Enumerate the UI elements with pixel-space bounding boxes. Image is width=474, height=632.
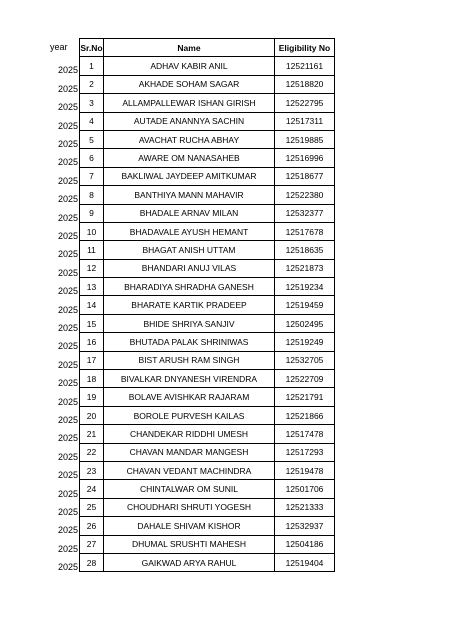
- year-cell: 2025: [57, 341, 78, 352]
- table-row: [80, 406, 335, 424]
- eligibility-cell: 12522795: [275, 94, 335, 112]
- name-cell: DHUMAL SRUSHTI MAHESH: [104, 535, 275, 553]
- table-row: [80, 278, 335, 296]
- eligibility-cell: 12518820: [275, 75, 335, 93]
- year-cell: 2025: [57, 267, 78, 278]
- srno-cell: 15: [80, 314, 104, 332]
- eligibility-cell: 12504186: [275, 535, 335, 553]
- table-row: [80, 222, 335, 240]
- table-row: [80, 57, 335, 75]
- srno-cell: 26: [80, 517, 104, 535]
- table-header-row: [80, 39, 335, 57]
- srno-cell: 7: [80, 167, 104, 185]
- table-row: [80, 75, 335, 93]
- srno-cell: 21: [80, 425, 104, 443]
- year-cell: 2025: [57, 507, 78, 517]
- name-cell: BOROLE PURVESH KAILAS: [104, 406, 275, 424]
- eligibility-cell: 12521873: [275, 259, 335, 277]
- srno-cell: 17: [80, 351, 104, 369]
- table-row: [80, 167, 335, 185]
- srno-cell: 23: [80, 461, 104, 479]
- year-cell: 2025: [57, 562, 78, 573]
- name-cell: CHANDEKAR RIDDHI UMESH: [104, 425, 275, 443]
- srno-cell: 9: [80, 204, 104, 222]
- name-cell: BIST ARUSH RAM SINGH: [104, 351, 275, 369]
- srno-cell: 28: [80, 553, 104, 571]
- name-cell: BHADALE ARNAV MILAN: [104, 204, 275, 222]
- name-cell: BHIDE SHRIYA SANJIV: [104, 314, 275, 332]
- year-cell: 2025: [57, 304, 78, 315]
- eligibility-cell: 12517311: [275, 112, 335, 130]
- srno-cell: 16: [80, 333, 104, 351]
- year-cell: 2025: [57, 139, 78, 149]
- year-cell: 2025: [57, 83, 78, 94]
- year-cell: 2025: [57, 396, 78, 407]
- year-cell: 2025: [57, 102, 78, 113]
- eligibility-header: Eligibility No: [275, 39, 335, 57]
- name-cell: ADHAV KABIR ANIL: [104, 57, 275, 75]
- name-cell: BOLAVE AVISHKAR RAJARAM: [104, 388, 275, 406]
- table-row: [80, 443, 335, 461]
- name-header: Name: [104, 39, 275, 57]
- srno-cell: 2: [80, 75, 104, 93]
- eligibility-cell: 12532937: [275, 517, 335, 535]
- eligibility-cell: 12517478: [275, 425, 335, 443]
- eligibility-cell: 12519478: [275, 461, 335, 479]
- eligibility-cell: 12501706: [275, 480, 335, 498]
- srno-cell: 5: [80, 130, 104, 148]
- year-cell: 2025: [57, 231, 78, 241]
- table-row: [80, 296, 335, 314]
- year-cell: 2025: [57, 415, 78, 425]
- srno-cell: 10: [80, 222, 104, 240]
- year-cell: 2025: [57, 249, 78, 260]
- year-cell: 2025: [57, 470, 78, 481]
- srno-cell: 27: [80, 535, 104, 553]
- name-cell: DAHALE SHIVAM KISHOR: [104, 517, 275, 535]
- name-cell: BHARADIYA SHRADHA GANESH: [104, 278, 275, 296]
- eligibility-cell: 12517293: [275, 443, 335, 461]
- name-cell: BHUTADA PALAK SHRINIWAS: [104, 333, 275, 351]
- srno-cell: 12: [80, 259, 104, 277]
- name-cell: BHAGAT ANISH UTTAM: [104, 241, 275, 259]
- table-row: [80, 461, 335, 479]
- name-cell: AWARE OM NANASAHEB: [104, 149, 275, 167]
- eligibility-cell: 12521866: [275, 406, 335, 424]
- table-row: [80, 112, 335, 130]
- name-cell: BAKLIWAL JAYDEEP AMITKUMAR: [104, 167, 275, 185]
- eligibility-cell: 12521791: [275, 388, 335, 406]
- srno-cell: 1: [80, 57, 104, 75]
- year-cell: 2025: [57, 451, 78, 462]
- table-row: [80, 351, 335, 369]
- name-cell: AKHADE SOHAM SAGAR: [104, 75, 275, 93]
- srno-cell: 11: [80, 241, 104, 259]
- table-row: [80, 204, 335, 222]
- name-cell: ALLAMPALLEWAR ISHAN GIRISH: [104, 94, 275, 112]
- srno-cell: 4: [80, 112, 104, 130]
- srno-cell: 13: [80, 278, 104, 296]
- eligibility-cell: 12522380: [275, 186, 335, 204]
- table-row: [80, 241, 335, 259]
- name-cell: BHANDARI ANUJ VILAS: [104, 259, 275, 277]
- year-column-header: year: [50, 42, 68, 52]
- srno-cell: 6: [80, 149, 104, 167]
- eligibility-cell: 12518677: [275, 167, 335, 185]
- eligibility-cell: 12519404: [275, 553, 335, 571]
- name-cell: AUTADE ANANNYA SACHIN: [104, 112, 275, 130]
- table-row: [80, 388, 335, 406]
- year-cell: 2025: [57, 525, 78, 536]
- name-cell: BHARATE KARTIK PRADEEP: [104, 296, 275, 314]
- eligibility-cell: 12522709: [275, 370, 335, 388]
- srno-cell: 18: [80, 370, 104, 388]
- year-cell: 2025: [57, 194, 78, 205]
- year-cell: 2025: [57, 212, 78, 223]
- table-row: [80, 259, 335, 277]
- name-cell: BANTHIYA MANN MAHAVIR: [104, 186, 275, 204]
- year-cell: 2025: [57, 433, 78, 444]
- eligibility-cell: 12502495: [275, 314, 335, 332]
- eligibility-cell: 12519249: [275, 333, 335, 351]
- eligibility-cell: 12521161: [275, 57, 335, 75]
- name-cell: CHOUDHARI SHRUTI YOGESH: [104, 498, 275, 516]
- eligibility-cell: 12532377: [275, 204, 335, 222]
- name-cell: CHAVAN MANDAR MANGESH: [104, 443, 275, 461]
- name-cell: BHADAVALE AYUSH HEMANT: [104, 222, 275, 240]
- eligibility-table: [79, 38, 335, 572]
- table-row: [80, 333, 335, 351]
- table-row: [80, 370, 335, 388]
- name-cell: AVACHAT RUCHA ABHAY: [104, 130, 275, 148]
- year-cell: 2025: [57, 157, 78, 168]
- year-cell: 2025: [57, 120, 78, 131]
- table-row: [80, 553, 335, 571]
- name-cell: CHINTALWAR OM SUNIL: [104, 480, 275, 498]
- name-cell: GAIKWAD ARYA RAHUL: [104, 553, 275, 571]
- srno-cell: 3: [80, 94, 104, 112]
- table-row: [80, 535, 335, 553]
- table-row: [80, 149, 335, 167]
- year-cell: 2025: [57, 175, 78, 186]
- table-row: [80, 94, 335, 112]
- year-cell: 2025: [57, 286, 78, 297]
- year-cell: 2025: [57, 543, 78, 554]
- table-row: [80, 314, 335, 332]
- eligibility-cell: 12521333: [275, 498, 335, 516]
- year-cell: 2025: [57, 359, 78, 370]
- eligibility-cell: 12517678: [275, 222, 335, 240]
- table-row: [80, 186, 335, 204]
- srno-cell: 25: [80, 498, 104, 516]
- year-cell: 2025: [57, 323, 78, 333]
- table-row: [80, 480, 335, 498]
- srno-cell: 8: [80, 186, 104, 204]
- srno-cell: 22: [80, 443, 104, 461]
- table-row: [80, 425, 335, 443]
- name-cell: BIVALKAR DNYANESH VIRENDRA: [104, 370, 275, 388]
- year-cell: 2025: [57, 65, 78, 76]
- year-cell: 2025: [57, 488, 78, 499]
- srno-cell: 19: [80, 388, 104, 406]
- srno-cell: 20: [80, 406, 104, 424]
- name-cell: CHAVAN VEDANT MACHINDRA: [104, 461, 275, 479]
- eligibility-cell: 12519234: [275, 278, 335, 296]
- eligibility-cell: 12519885: [275, 130, 335, 148]
- eligibility-cell: 12518635: [275, 241, 335, 259]
- eligibility-cell: 12516996: [275, 149, 335, 167]
- srno-header: Sr.No: [80, 39, 104, 57]
- table-row: [80, 130, 335, 148]
- eligibility-cell: 12519459: [275, 296, 335, 314]
- table-body: [80, 57, 335, 572]
- srno-cell: 24: [80, 480, 104, 498]
- srno-cell: 14: [80, 296, 104, 314]
- table-row: [80, 498, 335, 516]
- table-row: [80, 517, 335, 535]
- year-cell: 2025: [57, 378, 78, 389]
- eligibility-cell: 12532705: [275, 351, 335, 369]
